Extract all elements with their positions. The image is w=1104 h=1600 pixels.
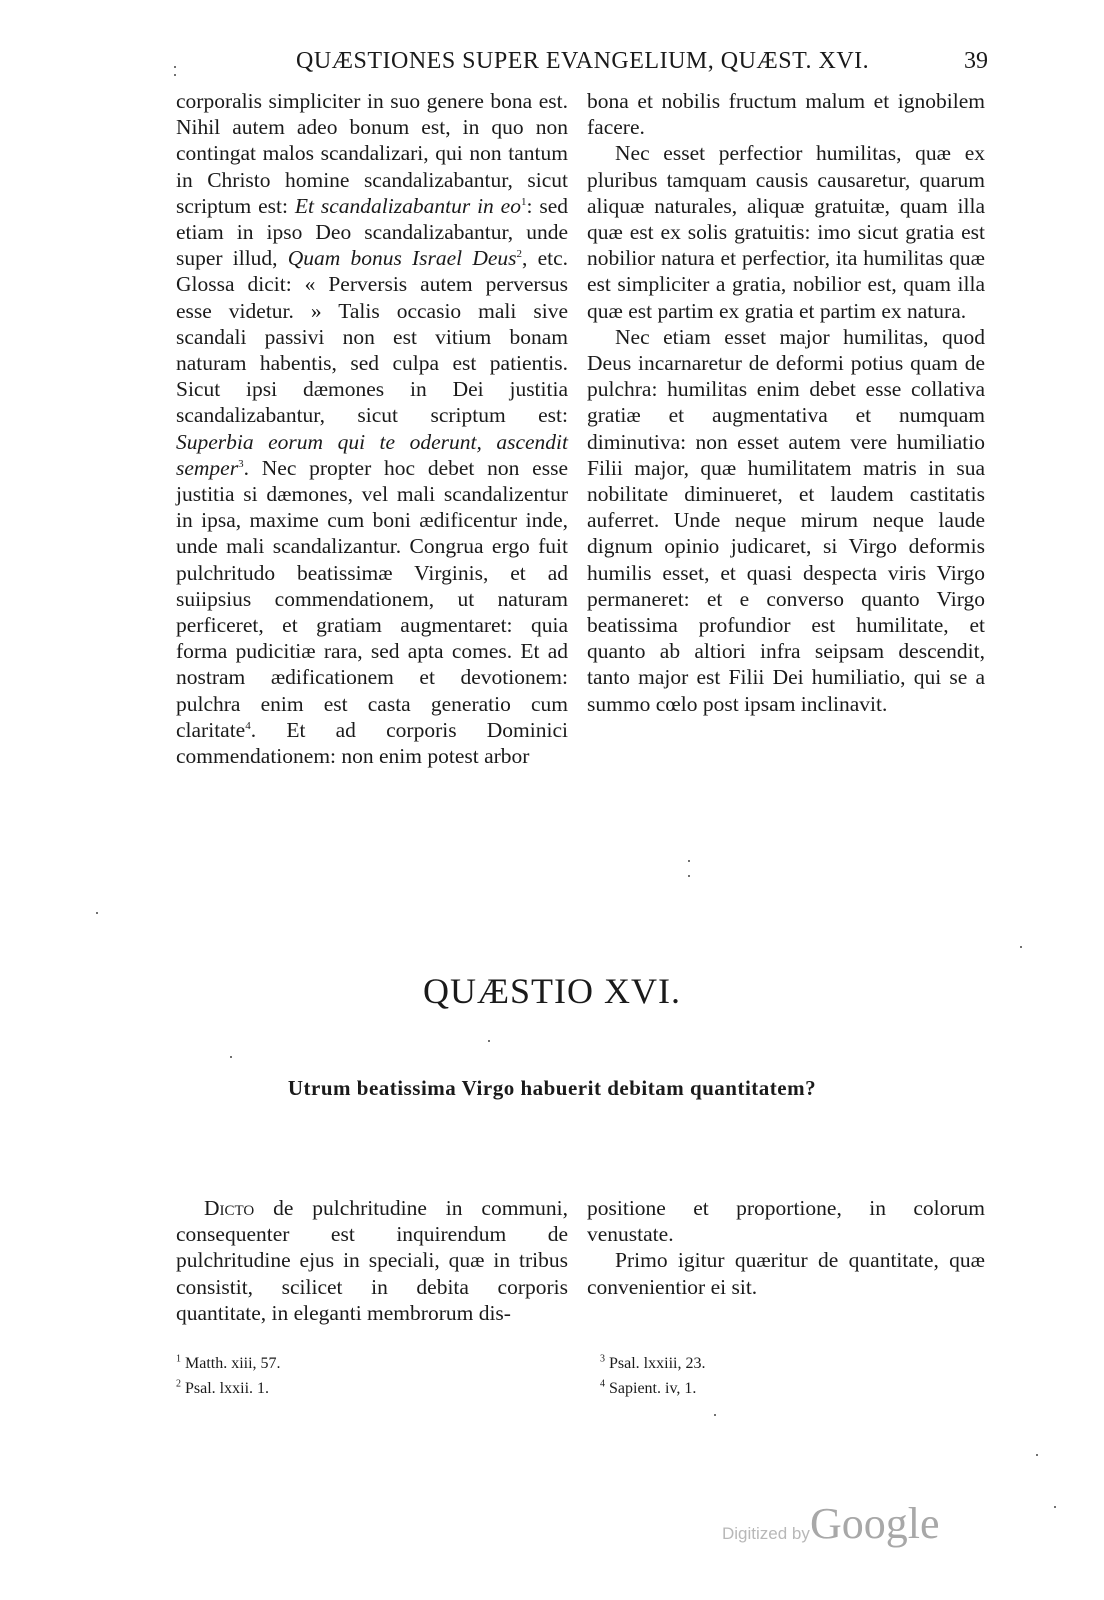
scripture-quote: Et scandalizabantur in eo [294, 193, 521, 218]
running-title: QUÆSTIONES SUPER EVANGELIUM, QUÆST. XVI. [296, 48, 870, 74]
scan-speck [1020, 946, 1022, 948]
footnote: $^1$ Matth. xiii, 57. [176, 1353, 281, 1372]
question-subheading: Utrum beatissima Virgo habuerit debitam quantitatem? [287, 1076, 817, 1100]
scan-speck [174, 66, 176, 68]
scripture-quote: Superbia eorum qui te oderunt, ascendit semper [176, 429, 568, 480]
digitized-watermark [722, 1498, 962, 1558]
footnote-ref: 2 [516, 248, 523, 261]
running-header [0, 44, 1104, 80]
watermark-logo: Google [810, 1499, 940, 1548]
paragraph: Nec etiam esset major humilitas, quod Deus incarnaretur de deformi potius quam de pulchra: humilitas enim debet esse collativa gratiæ et augmentativa et numquam diminutiva: non esset autem vere humiliatio Filii major, quæ humilitatem matris in sua nobilitate diminueret, et laudem castitatis auferret. Unde neque mirum neque laude dignum opinio judicaret, si Virgo deformis humilis esset, et quasi despecta viris Virgo permaneret: et e converso quanto Virgo beatissima profundior est humilitate, et quanto ab altiori infra seipsam descendit, tanto major est Filii Dei humiliatio, qui se a summo cœlo post ipsam inclinavit. [587, 324, 985, 716]
scan-speck [714, 1414, 716, 1416]
footnote: $^3$ Psal. lxxiii, 23. [600, 1353, 706, 1372]
scripture-quote: Quam bonus Israel Deus [287, 246, 517, 271]
lower-left-column [176, 1195, 568, 1326]
scan-speck [688, 875, 690, 877]
paragraph: Dicto de pulchritudine in communi, consequenter est inquirendum de pulchritudine ejus in speciali, quæ in tribus consistit, scilicet in debita corporis quantitate, in eleganti membrorum dis- [176, 1196, 568, 1325]
paragraph: positione et proportione, in colorum venustate. [587, 1196, 985, 1247]
footnotes-left [176, 1351, 476, 1401]
paragraph: corporalis simpliciter in suo genere bona est. Nihil autem adeo bonum est, in quo non contingat malos scandalizari, qui non tantum in Christo homine scandalizabantur, sicut scriptum est: Et scandalizabantur in eo$^1$: sed etiam in ipso Deo scandalizabantur, unde super illud, Quam bonus Israel Deus$^2$, etc. Glossa dicit: « Perversis autem perversus esse videtur. » Talis occasio mali sive scandali passivi non est vitium bonam naturam habentis, sed culpa est patientis. Sicut ipsi dæmones in Dei justitia scandalizabantur, sicut scriptum est: Superbia eorum qui te oderunt, ascendit semper$^3$. Nec propter hoc debet non esse justitia si dæmones, vel mali scandalizentur in ipsa, maxime cum boni ædificentur inde, unde mali scandalizantur. Congrua ergo fuit pulchritudo beatissimæ Virginis, et ad suiipsius commendationem, ut naturam perficeret, et gratiam augmentaret: quia forma pudicitiæ rara, sed apta comes. Et ad nostram ædificationem et devotionem: pulchra enim est casta generatio cum claritate$^4$. Et ad corporis Dominici commendationem: non enim potest arbor [176, 89, 568, 769]
lower-right-column [587, 1195, 985, 1300]
scan-speck [96, 912, 98, 914]
footnote: $^2$ Psal. lxxii. 1. [176, 1378, 270, 1397]
scan-speck [174, 74, 176, 76]
footnotes-right [600, 1351, 900, 1401]
scan-speck [1054, 1506, 1056, 1508]
scan-speck [688, 860, 690, 862]
upper-right-column [587, 88, 985, 717]
paragraph: bona et nobilis fructum malum et ignobilem facere. [587, 89, 985, 140]
paragraph: Primo igitur quæritur de quantitate, quæ convenientior ei sit. [587, 1248, 985, 1299]
footnote-ref: 3 [238, 457, 244, 470]
question-heading: QUÆSTIO XVI. [423, 971, 681, 1011]
scan-speck [488, 1040, 490, 1042]
upper-left-column [176, 88, 568, 769]
scan-speck [1036, 1454, 1038, 1456]
footnote: $^4$ Sapient. iv, 1. [600, 1378, 697, 1397]
paragraph: Nec esset perfectior humilitas, quæ ex pluribus tamquam causis causaretur, quarum aliquæ naturales, aliquæ gratuitæ, quam illa quæ est ex solis gratuitis: imo sicut gratia est nobilior natura et perfectior, ita humilitas quæ est simpliciter a gratia, nobilior est, quam illa quæ est partim ex gratia et partim ex natura. [587, 141, 985, 323]
footnote-ref: 1 [520, 195, 527, 208]
page-number: 39 [964, 48, 988, 74]
watermark-prefix: Digitized by [722, 1524, 810, 1543]
footnote-ref: 4 [245, 719, 251, 732]
scan-speck [230, 1056, 232, 1058]
dropcap-word: Dicto [204, 1196, 255, 1220]
